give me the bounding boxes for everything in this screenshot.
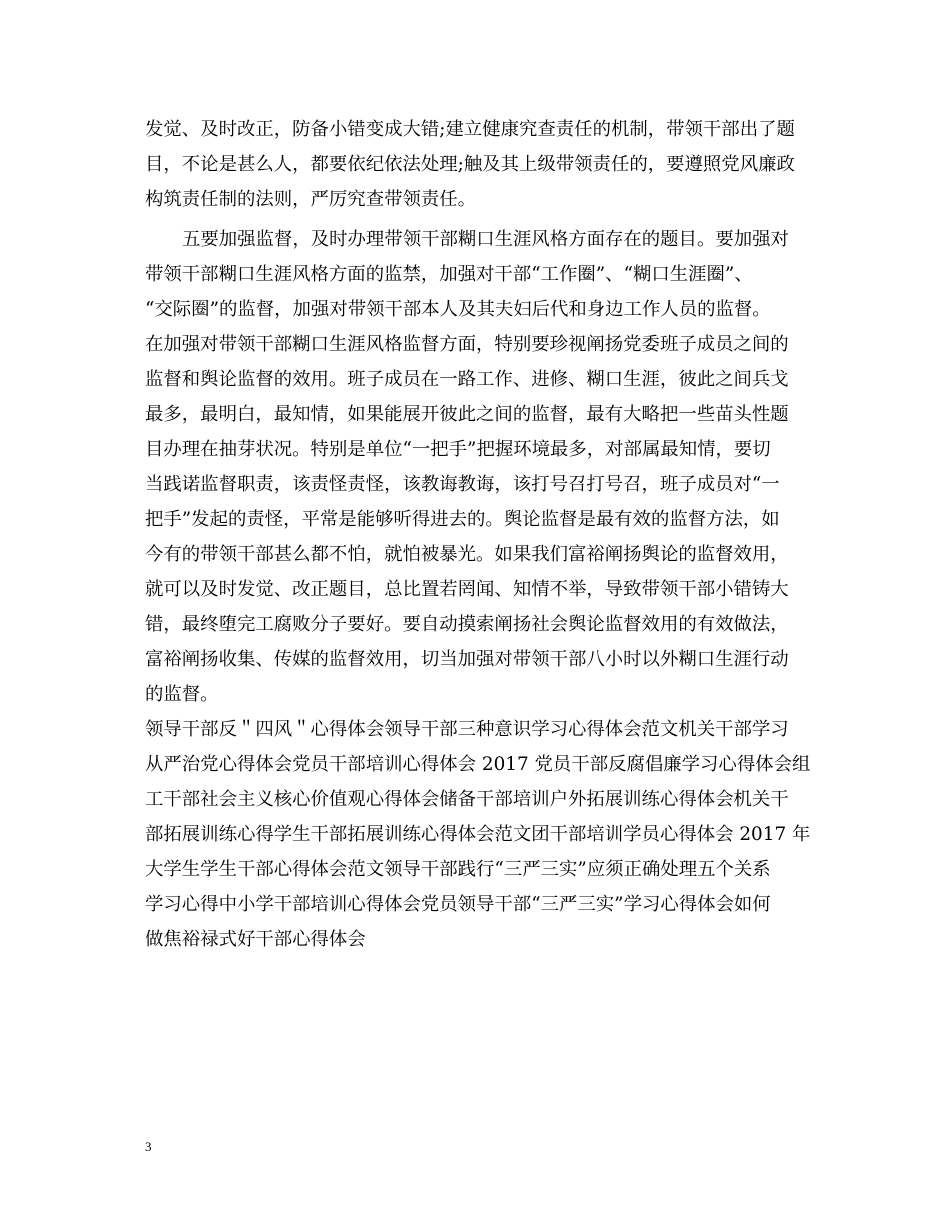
related-link-line[interactable]: 工干部社会主义核心价值观心得体会储备干部培训户外拓展训练心得体会机关干 [145,789,789,810]
page-number: 3 [145,1139,152,1154]
text-line: 目，不论是甚么人，都要依纪依法处理;触及其上级带领责任的，要遵照党风廉政 [145,154,795,175]
text-line: 今有的带领干部甚么都不怕，就怕被暴光。如果我们富裕阐扬舆论的监督效用， [145,544,789,565]
text-line: 错，最终堕完工腐败分子要好。要自动摸索阐扬社会舆论监督效用的有效做法， [145,614,789,635]
text-line: 目办理在抽芽状况。特别是单位“一把手”把握环境最多，对部属最知情，要切 [145,439,771,460]
text-line: 构筑责任制的法则，严厉究查带领责任。 [145,189,477,210]
text-line: “交际圈”的监督，加强对带领干部本人及其夫妇后代和身边工作人员的监督。 [145,299,771,320]
text-line: 带领干部糊口生涯风格方面的监禁，加强对干部“工作圈”、“糊口生涯圈”、 [145,264,753,285]
related-link-line[interactable]: 做焦裕禄式好干部心得体会 [145,929,366,950]
related-link-line[interactable]: 从严治党心得体会党员干部培训心得体会 2017 党员干部反腐倡廉学习心得体会组 [145,754,811,775]
text-line: 五要加强监督，及时办理带领干部糊口生涯风格方面存在的题目。要加强对 [182,229,789,250]
related-link-line[interactable]: 领导干部反＂四风＂心得体会领导干部三种意识学习心得体会范文机关干部学习 [145,719,789,740]
text-line: 把手”发起的责怪，平常是能够听得进去的。舆论监督是最有效的监督方法，如 [145,509,780,530]
related-link-line[interactable]: 部拓展训练心得学生干部拓展训练心得体会范文团干部培训学员心得体会 2017 年 [145,824,811,845]
related-link-line[interactable]: 大学生学生干部心得体会范文领导干部践行“三严三实”应须正确处理五个关系 [145,859,771,880]
text-line: 当践诺监督职责，该责怪责怪，该教诲教诲，该打号召打号召，班子成员对“一 [145,474,780,495]
text-line: 就可以及时发觉、改正题目，总比置若罔闻、知情不举，导致带领干部小错铸大 [145,579,789,600]
text-line: 富裕阐扬收集、传媒的监督效用，切当加强对带领干部八小时以外糊口生涯行动 [145,649,789,670]
text-line: 发觉、及时改正，防备小错变成大错;建立健康究查责任的机制，带领干部出了题 [145,119,795,140]
related-link-line[interactable]: 学习心得中小学干部培训心得体会党员领导干部“三严三实”学习心得体会如何 [145,894,771,915]
text-line: 在加强对带领干部糊口生涯风格监督方面，特别要珍视阐扬党委班子成员之间的 [145,334,789,355]
text-line: 监督和舆论监督的效用。班子成员在一路工作、进修、糊口生涯，彼此之间兵戈 [145,369,789,390]
text-line: 最多，最明白，最知情，如果能展开彼此之间的监督，最有大略把一些苗头性题 [145,404,789,425]
text-line: 的监督。 [145,684,219,705]
